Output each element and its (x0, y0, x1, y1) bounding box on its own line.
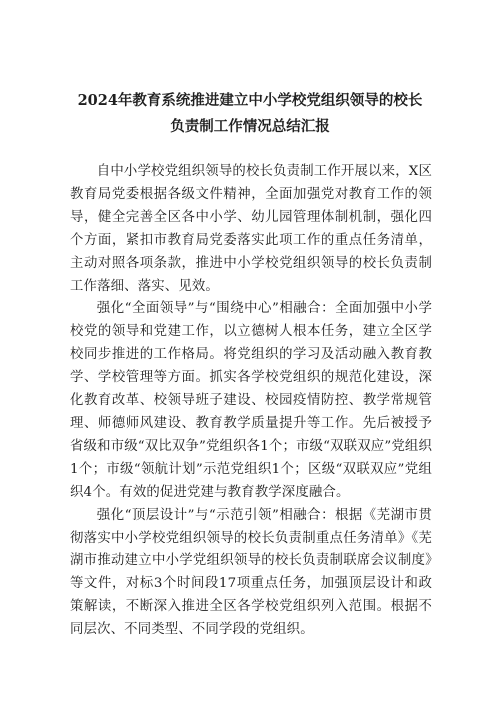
document-title-line-1: 2024年教育系统推进建立中小学校党组织领导的校长 (77, 92, 423, 109)
document-title-line-2: 负责制工作情况总结汇报 (170, 118, 330, 135)
paragraph-2: 强化“全面领导”与“围绕中心”相融合：全面加强中小学校党的领导和党建工作，以立德树人根本任务，建立全区学校同步推进的工作格局。将党组织的学习及活动融入教育教学、学校管理等方面。抓实各学校党组织的规范化建设，深化教育改革、校领导班子建设、校园疫情防控、教学常规管理、师德师风建设、教育教学质量提升等工作。先后被授予省级和市级“双比双争”党组织各1个；市级“双联双应”党组织1个；市级“领航计划”示范党组织1个；区级“双联双应”党组织4个。有效的促进党建与教育教学深度融合。 (70, 301, 432, 500)
paragraph-3: 强化“顶层设计”与“示范引领”相融合：根据《芜湖市贯彻落实中小学校党组织领导的校长负责制重点任务清单》《芜湖市推动建立中小学党组织领导的校长负责制联席会议制度》等文件，对标3个时间段17项重点任务，加强顶层设计和政策解读，不断深入推进全区各学校党组织列入范围。根据不同层次、不同类型、不同学段的党组织。 (70, 507, 432, 638)
paragraph-1: 自中小学校党组织领导的校长负责制工作开展以来，X区教育局党委根据各级文件精神，全面加强党对教育工作的领导，健全完善全区各中小学、幼儿园管理体制机制，强化四个方面，紧扣市教育局党委落实此项工作的重点任务清单，主动对照各项条款，推进中小学校党组织领导的校长负责制工作落细、落实、见效。 (70, 164, 432, 294)
document-body (70, 161, 432, 642)
